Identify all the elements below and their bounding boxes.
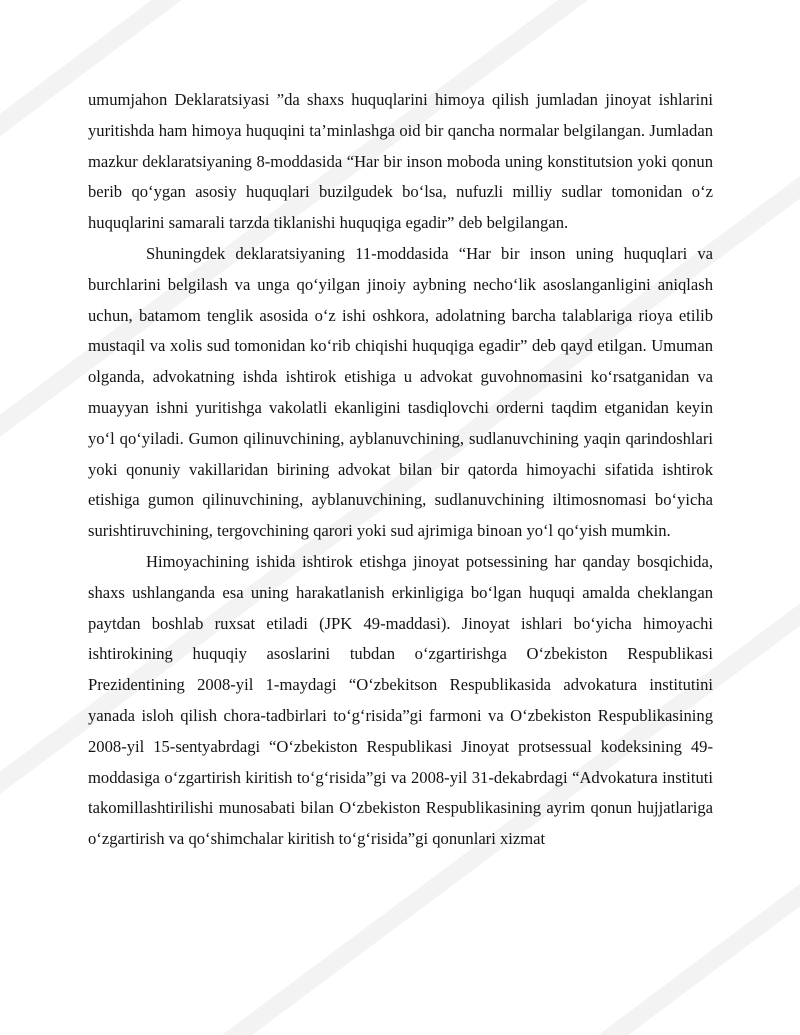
paragraph-2: Shuningdek deklaratsiyaning 11-moddasida “Har bir inson uning huquqlari va burchlarini belgilash va unga qo‘yilgan jinoiy aybning necho‘lik asoslanganligini aniqlash uchun, batamom tenglik asosida o‘z ishi oshkora, adolatning barcha talablariga rioya etilib mustaqil va xolis sud tomonidan ko‘rib chiqishi huquqiga egadir” deb qayd etilgan. Umuman olganda, advokatning ishda ishtirok etishiga u advokat guvohnomasini ko‘rsatganidan va muayyan ishni yuritishga vakolatli ekanligini tasdiqlovchi orderni taqdim etganidan keyin yo‘l qo‘yiladi. Gumon qilinuvchining, ayblanuvchining, sudlanuvchining yaqin qarindoshlari yoki qonuniy vakillaridan birining advokat bilan bir qatorda himoyachi sifatida ishtirok etishiga gumon qilinuvchining, ayblanuvchining, sudlanuvchining iltimosnomasi bo‘yicha surishtiruvchining, tergovchining qarori yoki sud ajrimiga binoan yo‘l qo‘yish mumkin. [88,243,713,541]
document-page [88,85,713,855]
paragraph-3: Himoyachining ishida ishtirok etishga jinoyat potsessining har qanday bosqichida, shaxs ushlanganda esa uning harakatlanish erkinligiga bo‘lgan huquqi amalda cheklangan paytdan boshlab ruxsat etiladi (JPK 49-maddasi). Jinoyat ishlari bo‘yicha himoyachi ishtirokining huquqiy asoslarini tubdan o‘zgartirishga O‘zbekiston Respublikasi Prezidentining 2008-yil 1-maydagi “O‘zbekitson Respublikasida advokatura institutini yanada isloh qilish chora-tadbirlari to‘g‘risida”gi farmoni va O‘zbekiston Respublikasining 2008-yil 15-sentyabrdagi “O‘zbekiston Respublikasi Jinoyat protsessual kodeksining 49-moddasiga o‘zgartirish kiritish to‘g‘risida”gi va 2008-yil 31-dekabrdagi “Advokatura instituti takomillashtirilishi munosabati bilan O‘zbekiston Respublikasining ayrim qonun hujjatlariga o‘zgartirish va qo‘shimchalar kiritish to‘g‘risida”gi qonunlari xizmat [88,551,713,849]
paragraph-1: umumjahon Deklaratsiyasi ”da shaxs huquqlarini himoya qilish jumladan jinoyat ishlarini yuritishda ham himoya huquqini ta’minlashga oid bir qancha normalar belgilangan. Jumladan mazkur deklaratsiyaning 8-moddasida “Har bir inson moboda uning konstitutsion yoki qonun berib qo‘ygan asosiy huquqlari buzilgudek bo‘lsa, nufuzli milliy sudlar tomonidan o‘z huquqlarini samarali tarzda tiklanishi huquqiga egadir” deb belgilangan. [88,90,713,233]
